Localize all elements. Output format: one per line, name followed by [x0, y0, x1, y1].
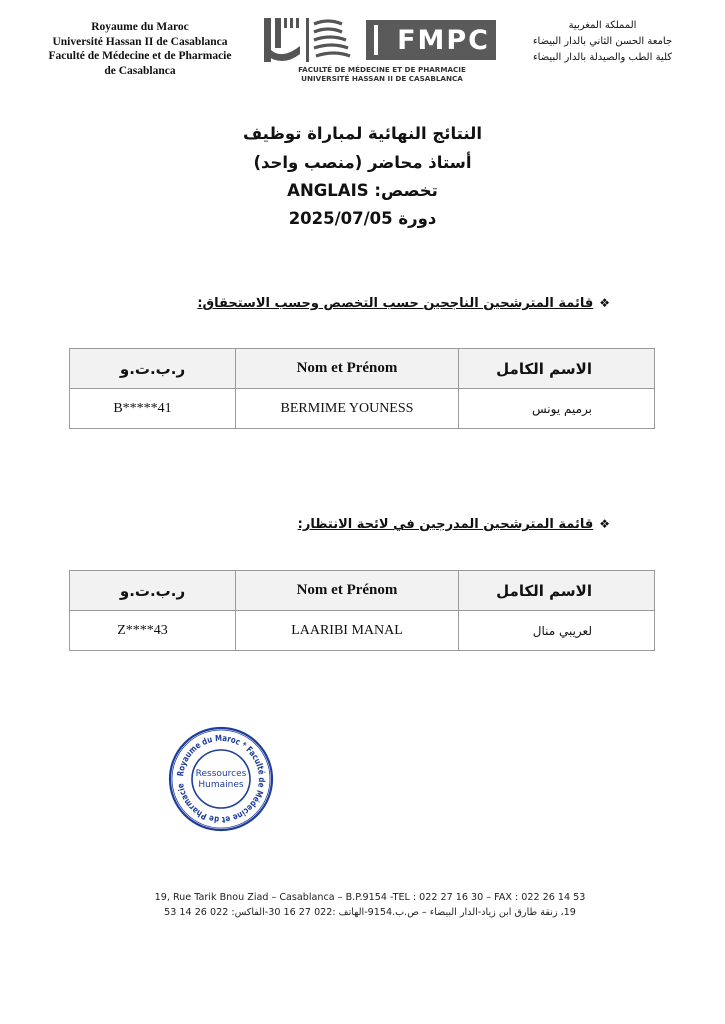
- faculty-logo: [262, 16, 502, 86]
- waitlist-table: [69, 570, 655, 651]
- table-header-row: [70, 349, 655, 389]
- logo-caption: [262, 65, 502, 83]
- section-admitted-heading: [190, 296, 610, 311]
- footer-address-fr: 19, Rue Tarik Bnou Ziad – Casablanca – B.P.9154 -TEL : 022 27 16 30 – FAX : 022 26 14 53: [154, 892, 586, 903]
- header-left-line: Faculté de Médecine et de Pharmacie: [48, 50, 232, 62]
- stamp-center-line-1: Ressources: [195, 769, 247, 779]
- logo-divider: [374, 25, 378, 55]
- column-header-name: Nom et Prénom: [236, 349, 459, 389]
- cell-arabic-name: لعريبي منال: [459, 611, 655, 651]
- table-row: [70, 389, 655, 429]
- stamp-ring-text: Royaume du Maroc * Faculté de Médecine et de Pharmacie: [176, 733, 267, 825]
- cell-name: LAARIBI MANAL: [236, 611, 459, 651]
- admitted-table: [69, 348, 655, 429]
- faculty-emblem-icon: [262, 16, 358, 64]
- title-line-4: دورة 2025/07/05: [288, 209, 437, 228]
- cell-cin: B*****41: [70, 389, 236, 429]
- column-header-cin: ر.ب.ت.و: [70, 349, 236, 389]
- table-row: [70, 611, 655, 651]
- header-left-block: [30, 20, 250, 78]
- header-right-line: المملكة المغربية: [568, 20, 637, 31]
- logo-caption-line: FACULTÉ DE MÉDECINE ET DE PHARMACIE: [298, 65, 466, 74]
- diamond-bullet-icon: ❖: [599, 517, 610, 531]
- section-admitted-heading-text: قائمة المترشحين الناجحين حسب التخصص وحسب الاستحقاق:: [197, 296, 594, 311]
- logo-caption-line: UNIVERSITÉ HASSAN II DE CASABLANCA: [301, 74, 463, 83]
- cell-name: BERMIME YOUNESS: [236, 389, 459, 429]
- table-header-row: [70, 571, 655, 611]
- column-header-arabic-name: الاسم الكامل: [459, 349, 655, 389]
- diamond-bullet-icon: ❖: [599, 296, 610, 310]
- hr-stamp: [168, 726, 274, 832]
- header-right-line: جامعة الحسن الثاني بالدار البيضاء: [532, 36, 673, 47]
- title-line-3: تخصص: ANGLAIS: [287, 181, 438, 200]
- title-line-2: أستاذ محاضر (منصب واحد): [253, 153, 472, 172]
- column-header-arabic-name: الاسم الكامل: [459, 571, 655, 611]
- header-left-line: Université Hassan II de Casablanca: [52, 35, 228, 48]
- header-left-line: de Casablanca: [104, 64, 176, 77]
- header-right-block: [500, 18, 705, 66]
- footer-address-ar: 19، زنقة طارق ابن زياد-الدار البيضاء – ص.ب.9154-الهاتف :022 27 16 30-الفاكس: 022 26 14 53: [164, 907, 576, 918]
- stamp-center-line-2: Humaines: [198, 780, 244, 790]
- logo-wordmark-text: FMPC: [397, 24, 490, 56]
- column-header-name: Nom et Prénom: [236, 571, 459, 611]
- section-waitlist-heading: [190, 517, 610, 532]
- cell-cin: Z****43: [70, 611, 236, 651]
- column-header-cin: ر.ب.ت.و: [70, 571, 236, 611]
- title-line-1: النتائج النهائية لمباراة توظيف: [242, 124, 482, 143]
- cell-arabic-name: برميم يونس: [459, 389, 655, 429]
- logo-wordmark: [366, 20, 496, 60]
- section-waitlist-heading-text: قائمة المترشحين المدرجين في لائحة الانتظار:: [297, 517, 594, 532]
- header-left-line: Royaume du Maroc: [91, 21, 189, 33]
- header-right-line: كلية الطب والصيدلة بالدار البيضاء: [532, 52, 673, 63]
